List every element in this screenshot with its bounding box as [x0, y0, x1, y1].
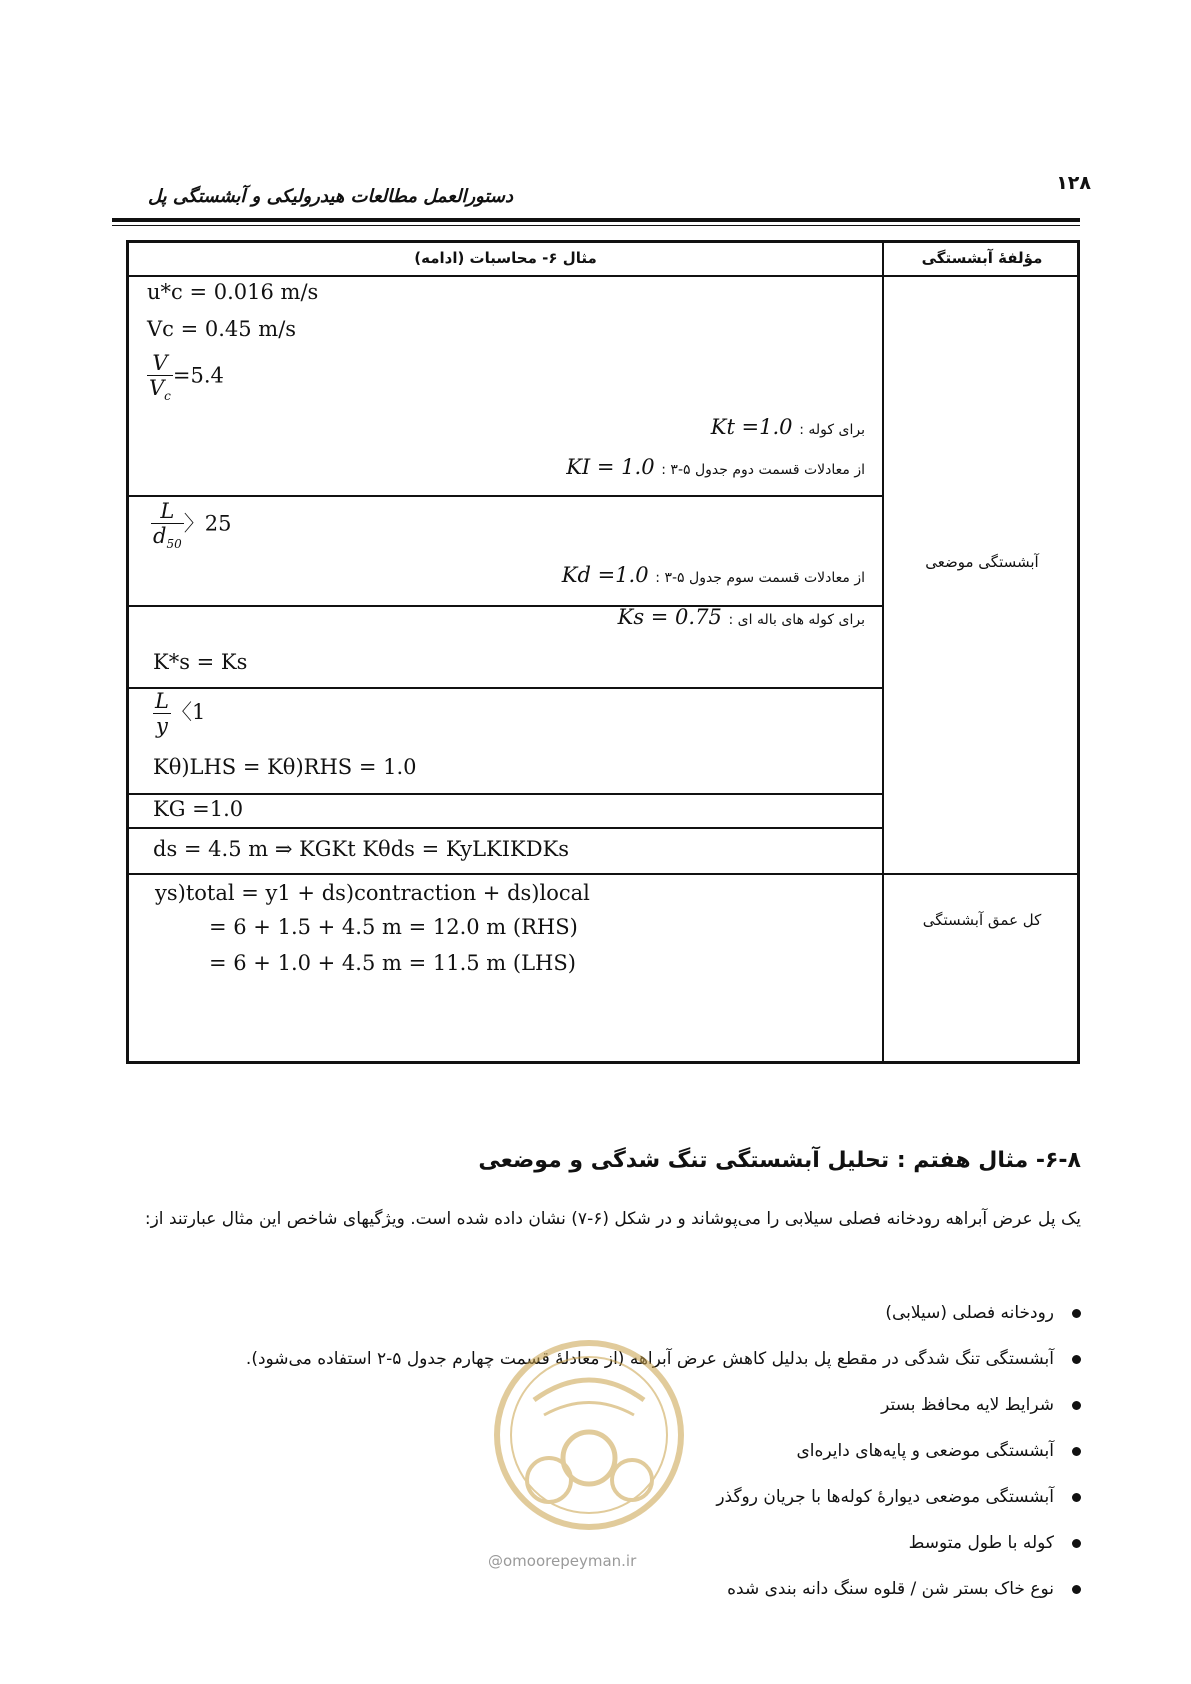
l-y-value: 〈1 [170, 700, 206, 724]
equation-k-theta: Kθ)LHS = Kθ)RHS = 1.0 [153, 755, 417, 779]
bullet-icon [1072, 1585, 1081, 1594]
intro-paragraph: یک پل عرض آبراهه رودخانه فصلی سیلابی را می‌پوشاند و در شکل (۶-۷) نشان داده شده است. ویژگیهای شاخص این مثال عبارتند از: [144, 1209, 1081, 1229]
table-column-divider [882, 243, 884, 1061]
equation-l-d50 [151, 499, 231, 551]
ks-value: Ks = 0.75 [617, 605, 722, 629]
fraction-l-d50: $\frac{L}{d_{50}}$ [153, 499, 182, 552]
table-row-rule [129, 793, 884, 795]
bullet-icon [1072, 1401, 1081, 1410]
watermark-text: @omoorepeyman.ir [488, 1552, 637, 1570]
bullet-icon [1072, 1447, 1081, 1456]
equation-l-y [153, 689, 205, 738]
watermark-seal-icon [484, 1330, 694, 1570]
velocity-ratio-value: =5.4 [172, 363, 224, 388]
list-item [246, 1566, 1081, 1612]
equation-shear-velocity: u*c = 0.016 m/s [147, 280, 319, 304]
list-item-text: نوع خاک بستر شن / قلوه سنگ دانه بندی شده [727, 1579, 1054, 1599]
table-row-rule [129, 687, 884, 689]
bullet-icon [1072, 1493, 1081, 1502]
line-kt [711, 415, 865, 439]
component-total-scour: کل عمق آبشستگی [922, 911, 1042, 929]
bullet-icon [1072, 1309, 1081, 1318]
ki-label: از معادلات قسمت دوم جدول ۵-۳ : [661, 462, 865, 478]
kt-value: Kt =1.0 [710, 415, 793, 439]
equation-ds: ds = 4.5 m ⇒ KGKt Kθds = KyLKIKDKs [153, 837, 569, 861]
fraction-v-vc: $\frac{V}{V_c}$ [149, 351, 171, 404]
l-d50-value: 〉25 [183, 511, 232, 536]
table-header-component: مؤلفهٔ آبشستگی [921, 249, 1043, 267]
equation-total-lhs: = 6 + 1.0 + 4.5 m = 11.5 m (LHS) [209, 951, 576, 975]
header-rule-thin [112, 225, 1080, 226]
kd-label: از معادلات قسمت سوم جدول ۵-۳ : [655, 570, 865, 586]
list-item-text: آبشستگی موضعی و پایه‌های دایره‌ای [796, 1441, 1054, 1461]
kt-label: برای کوله : [799, 422, 865, 438]
line-kd [562, 563, 865, 587]
equation-critical-velocity: Vc = 0.45 m/s [147, 317, 297, 341]
kd-value: Kd =1.0 [561, 563, 649, 587]
list-item-text: شرایط لایه محافظ بستر [881, 1395, 1054, 1415]
bullet-icon [1072, 1355, 1081, 1364]
equation-velocity-ratio [147, 351, 224, 403]
equation-kg: KG =1.0 [153, 797, 244, 821]
fraction-l-y: $\frac{L}{y}$ [155, 689, 169, 738]
table-header-rule [129, 275, 1077, 277]
list-item-text: آبشستگی تنگ شدگی در مقطع پل بدلیل کاهش عرض آبراهه (از معادلهٔ قسمت چهارم جدول ۵-۲ استفاده می‌شود). [245, 1349, 1054, 1369]
equation-total-rhs: = 6 + 1.5 + 4.5 m = 12.0 m (RHS) [209, 915, 578, 939]
bullet-icon [1072, 1539, 1081, 1548]
section-heading: ۶-۸- مثال هفتم : تحلیل آبشستگی تنگ شدگی و موضعی [478, 1148, 1081, 1173]
header-rule [112, 218, 1080, 222]
ks-label: برای کوله های باله ای : [728, 612, 865, 628]
component-local-scour: آبشستگی موضعی [925, 553, 1039, 571]
calculation-table [126, 240, 1080, 1064]
running-title: دستورالعمل مطالعات هیدرولیکی و آبشستگی پل [148, 186, 514, 207]
line-ks [618, 605, 865, 629]
table-row-rule [129, 827, 884, 829]
equation-ks-star: K*s = Ks [153, 650, 248, 674]
list-item-text: کوله با طول متوسط [908, 1533, 1054, 1553]
list-item-text: آبشستگی موضعی دیوارهٔ کوله‌ها با جریان روگذر [716, 1487, 1054, 1507]
ki-value: KI = 1.0 [566, 455, 655, 479]
table-row-rule [129, 495, 884, 497]
list-item-text: رودخانه فصلی (سیلابی) [885, 1303, 1054, 1323]
page-number: ۱۲۸ [1056, 172, 1091, 194]
line-ki [566, 455, 865, 479]
table-header-calculations: مثال ۶- محاسبات (ادامه) [414, 249, 597, 267]
equation-ys-total: ys)total = y1 + ds)contraction + ds)local [155, 881, 590, 905]
table-row-rule [129, 873, 1077, 875]
